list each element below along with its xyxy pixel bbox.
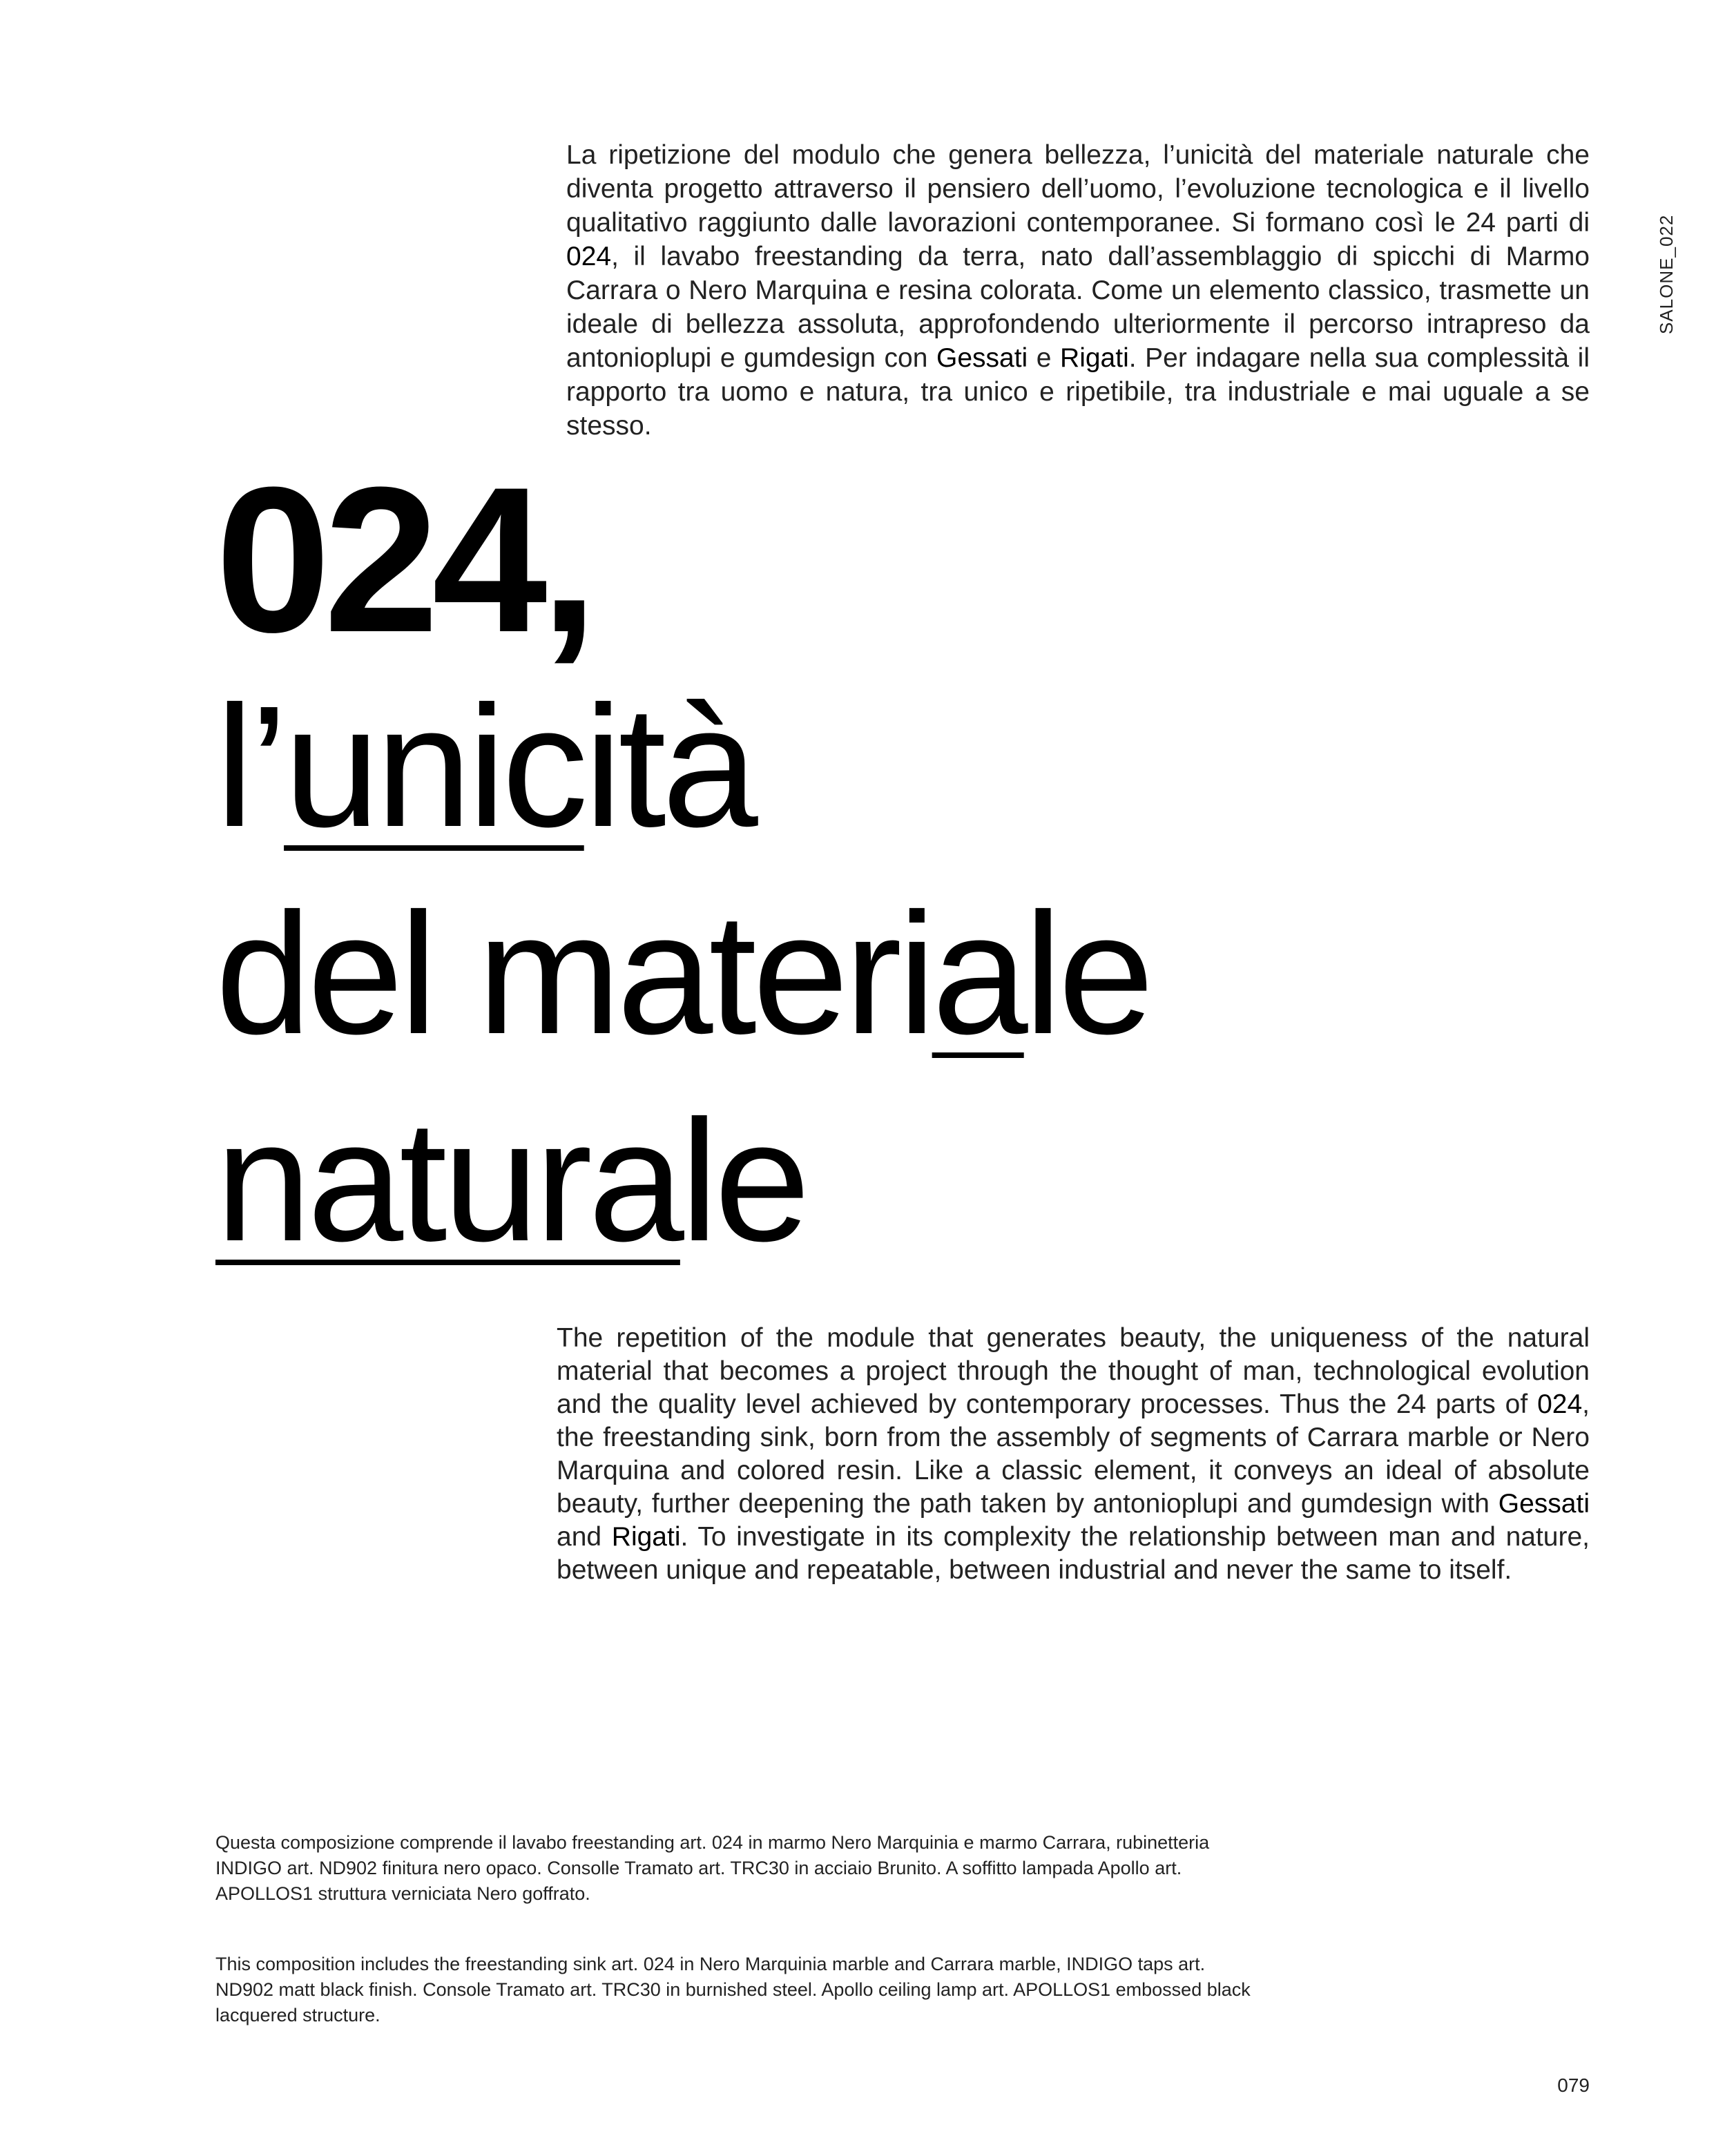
headline-line-1	[215, 663, 1528, 870]
product-name-024: 024	[566, 242, 612, 271]
intro-paragraph-italian	[566, 138, 1590, 443]
intro-english-segment: and	[557, 1522, 612, 1552]
collection-name-gessati: Gessati	[936, 343, 1028, 373]
intro-italian-text	[566, 138, 1590, 443]
section-label	[1655, 207, 1682, 338]
intro-english-segment: , the freestanding sink, born from the assembly of segments of Carrara marble or Nero Marquina and colored resin. Like a classic element, it conveys an ideal of absolute beauty, further deepening the path taken by antonioplupi and gumdesign with	[557, 1389, 1590, 1519]
page-headline	[215, 443, 1528, 1284]
intro-paragraph-english	[557, 1322, 1590, 1587]
intro-italian-segment: La ripetizione del modulo che genera bellezza, l’unicità del materiale naturale che diventa progetto attraverso il pensiero dell’uomo, l’evoluzione tecnologica e il livello qualitativo raggiunto dalle lavorazioni contemporanee. Si formano così le 24 parti di	[566, 140, 1590, 238]
headline-text: le	[1023, 877, 1150, 1070]
headline-text: le	[680, 1084, 807, 1277]
collection-name-rigati: Rigati	[1060, 343, 1129, 373]
headline-number: 024,	[215, 443, 591, 675]
collection-name-gessati: Gessati	[1498, 1489, 1590, 1519]
product-name-024: 024	[1537, 1389, 1583, 1419]
headline-line-2	[215, 870, 1528, 1077]
intro-italian-segment: , il lavabo freestanding da terra, nato dall’assemblaggio di spicchi di Marmo Carrara o Nero Marquina e resina colorata. Come un elemento classico, trasmette un ideale di bellezza assoluta, approfondendo ulteriormente il percorso intrapreso da antonioplupi e gumdesign con	[566, 242, 1590, 373]
headline-underlined-text: a	[932, 877, 1024, 1070]
headline-text: del materi	[215, 877, 932, 1070]
headline-text: l’	[215, 670, 285, 863]
headline-text: ità	[584, 670, 754, 863]
intro-english-segment: . To investigate in its complexity the relationship between man and nature, between unique and repeatable, between industrial and never the same to itself.	[557, 1522, 1590, 1585]
headline-underlined-text: unic	[284, 670, 584, 863]
caption-english: This composition includes the freestanding sink art. 024 in Nero Marquinia marble and Carrara marble, INDIGO taps art. ND902 matt black finish. Console Tramato art. TRC30 in burnished steel. Apollo ceiling lamp art. APOLLOS1 embossed black lacquered structure.	[215, 1954, 1251, 2025]
section-label-text: SALONE_022	[1656, 214, 1677, 334]
headline-underlined-text: natura	[215, 1084, 680, 1277]
intro-english-segment: The repetition of the module that generates beauty, the uniqueness of the natural material that becomes a project through the thought of man, technological evolution and the quality level achieved by contemporary processes. Thus the 24 parts of	[557, 1323, 1590, 1419]
intro-english-text	[557, 1322, 1590, 1587]
collection-name-rigati: Rigati	[611, 1522, 681, 1552]
page-number: 079	[1557, 2075, 1590, 2096]
intro-italian-segment: . Per indagare nella sua complessità il rapporto tra uomo e natura, tra unico e ripetibile, tra industriale e mai uguale a se stesso.	[566, 343, 1590, 441]
headline-line-3	[215, 1077, 1528, 1284]
intro-italian-segment: e	[1028, 343, 1061, 373]
caption-italian: Questa composizione comprende il lavabo freestanding art. 024 in marmo Nero Marquinia e marmo Carrara, rubinetteria INDIGO art. ND902 finitura nero opaco. Consolle Tramato art. TRC30 in acciaio Brunito. A soffitto lampada Apollo art. APOLLOS1 struttura verniciata Nero goffrato.	[215, 1832, 1210, 1904]
